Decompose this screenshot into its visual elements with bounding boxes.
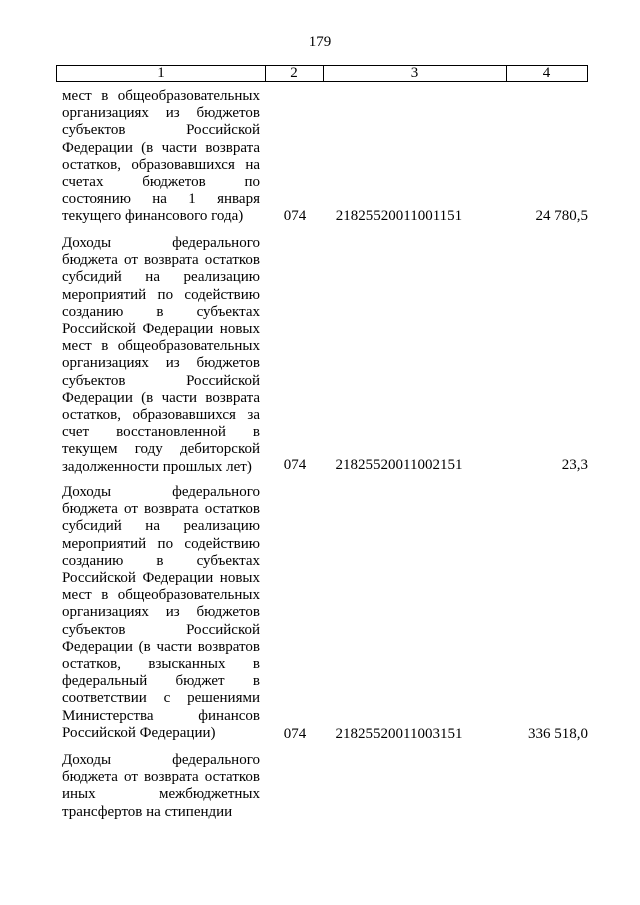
- page-number: 179: [308, 34, 332, 50]
- row-2-amount: 23,3: [561, 457, 588, 473]
- row-3-description: Доходы федерального бюджета от возврата остатков субсидий на реализацию мероприятий по содействию созданию в субъектах Российской Федерации новых мест в общеобразовательных организациях из бюджетов субъектов Российской Федерации (в части возвратов остатков, взысканных в федеральный бюджет в соответствии с решениями Министерства финансов Российской Федерации): [62, 484, 260, 741]
- row-1-description: мест в общеобразовательных организациях из бюджетов субъектов Российской Федерации (в части возврата остатков, образовавшихся на счетах бюджетов по состоянию на 1 января текущего финансового года): [62, 88, 260, 225]
- row-3-kbk: 21825520011003151: [335, 726, 463, 742]
- row-1-amount: 24 780,5: [535, 208, 588, 224]
- row-1-kbk: 21825520011001151: [335, 208, 463, 224]
- row-2-admin-code: 074: [283, 457, 307, 473]
- row-3-admin-code: 074: [283, 726, 307, 742]
- row-1-admin-code: 074: [283, 208, 307, 224]
- row-2-kbk: 21825520011002151: [335, 457, 463, 473]
- row-2-description: Доходы федерального бюджета от возврата остатков субсидий на реализацию мероприятий по содействию созданию в субъектах Российской Федерации новых мест в общеобразовательных организациях из бюджетов субъектов Российской Федерации (в части возврата остатков, образовавшихся за счет восстановленной в текущем году дебиторской задолженности прошлых лет): [62, 235, 260, 475]
- column-header-3: 3: [323, 66, 507, 81]
- column-header-2: 2: [265, 66, 324, 81]
- column-header-4: 4: [542, 65, 551, 81]
- row-3-amount: 336 518,0: [528, 726, 588, 742]
- table-header-row: [56, 65, 588, 82]
- row-4-description: Доходы федерального бюджета от возврата остатков иных межбюджетных трансфертов на стипендии: [62, 752, 260, 820]
- column-header-1: 1: [57, 66, 266, 81]
